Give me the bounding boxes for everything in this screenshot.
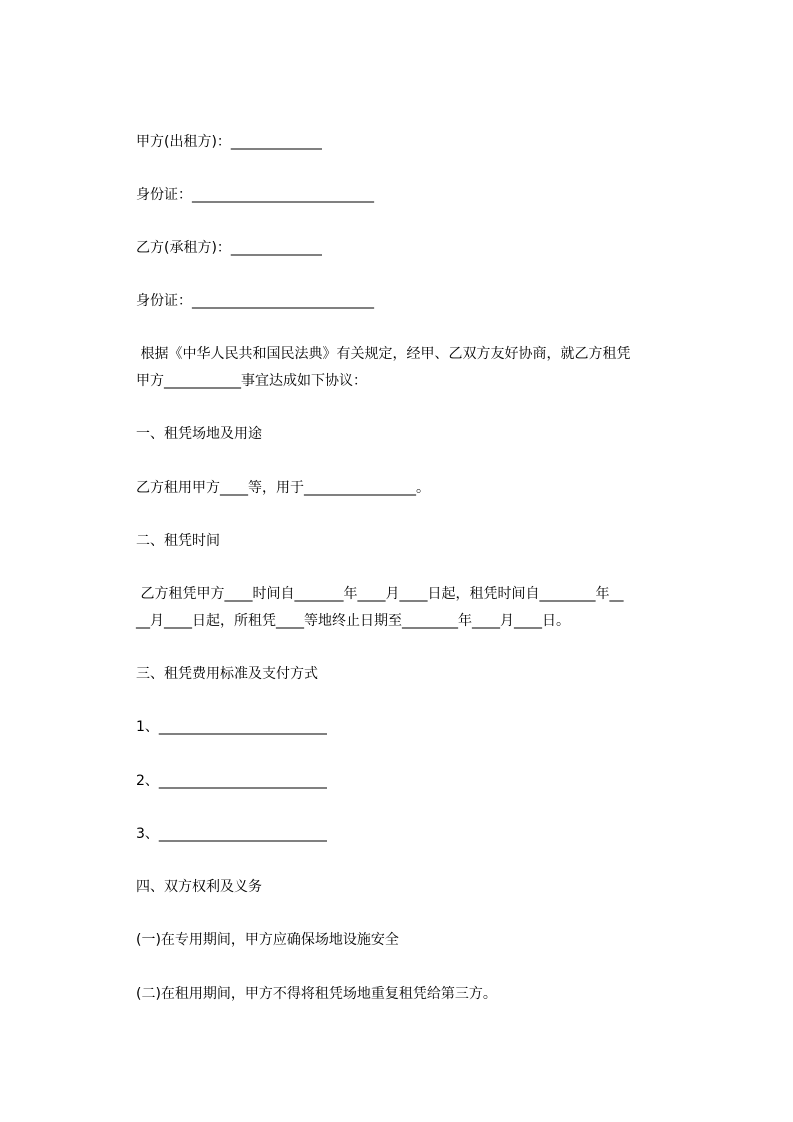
section-3-item-2: 2、________________________ (136, 773, 327, 789)
section-2-line-2: __月____日起，所租凭____等地终止日期至________年____月____日。 (136, 613, 570, 629)
section-2-title: 二、租凭时间 (136, 533, 220, 549)
section-4-title: 四、双方权利及义务 (136, 879, 262, 895)
section-3-item-1: 1、________________________ (136, 719, 327, 735)
section-1-body: 乙方租用甲方____等，用于________________。 (136, 480, 430, 496)
section-2-line-1: 乙方租凭甲方____时间自_______年____月____日起，租凭时间自________年__ (136, 586, 624, 602)
intro-line-2: 甲方___________事宜达成如下协议： (136, 373, 367, 389)
party-a-line: 甲方(出租方)：_____________ (136, 134, 322, 150)
section-3-item-3: 3、________________________ (136, 826, 327, 842)
section-4-item-2: (二)在租用期间，甲方不得将租凭场地重复租凭给第三方。 (136, 986, 497, 1002)
party-b-line: 乙方(承租方)：_____________ (136, 240, 322, 256)
intro-line-1: 根据《中华人民共和国民法典》有关规定，经甲、乙双方友好协商，就乙方租凭 (136, 346, 631, 362)
section-1-title: 一、租凭场地及用途 (136, 426, 262, 442)
intro-paragraph (136, 344, 711, 391)
section-2-paragraph (136, 584, 711, 631)
party-a-id-line: 身份证：__________________________ (136, 187, 374, 203)
section-4-item-1: (一)在专用期间，甲方应确保场地设施安全 (136, 932, 399, 948)
party-b-id-line: 身份证：__________________________ (136, 293, 374, 309)
section-3-title: 三、租凭费用标准及支付方式 (136, 666, 318, 682)
